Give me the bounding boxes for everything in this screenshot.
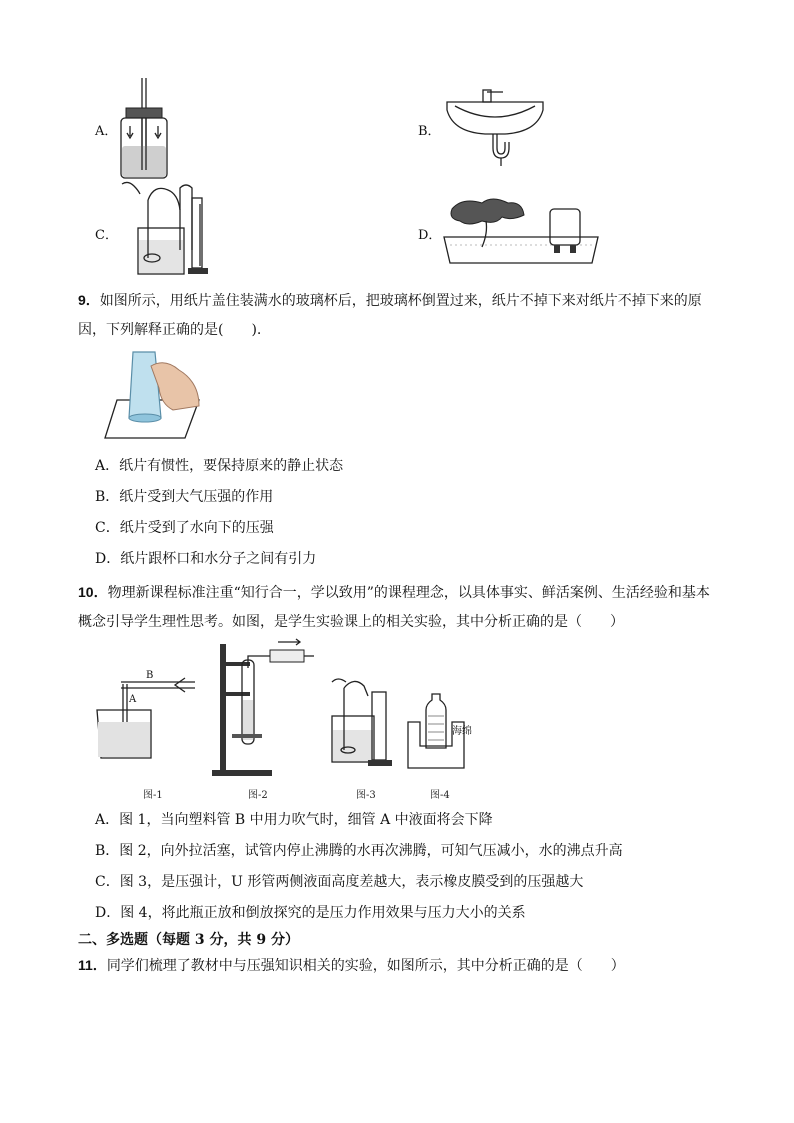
section-2-title: 二、多选题（每题 3 分，共 9 分） [78, 932, 299, 948]
fig2-syringe-boiling-icon [210, 644, 320, 780]
fig1-label-b: B [146, 670, 154, 681]
sink-with-u-trap-icon [445, 88, 545, 168]
question-11 [78, 955, 625, 976]
q9-option-c: C．纸片受到了水向下的压强 [95, 520, 274, 536]
question-text-line2: 因，下列解释正确的是( ). [78, 322, 262, 338]
fig3-pressure-gauge-icon [328, 676, 398, 768]
option-letter: C． [95, 228, 118, 243]
sealed-bottle-with-straw-icon [118, 78, 170, 180]
q10-option-d: D．图 4，将此瓶正放和倒放探究的是压力作用效果与压力大小的关系 [95, 905, 526, 921]
question-text: 同学们梳理了教材中与压强知识相关的实验，如图所示，其中分析正确的是（ ） [106, 958, 625, 974]
fig2-caption: 图-2 [248, 790, 268, 801]
fig3-caption: 图-3 [356, 790, 376, 801]
option-letter: B． [418, 124, 441, 139]
q10-option-c: C．图 3，是压强计，U 形管两侧液面高度差越大，表示橡皮膜受到的压强越大 [95, 874, 584, 890]
option-letter: A． [95, 124, 118, 139]
question-text-line1: 如图所示，用纸片盖住装满水的玻璃杯后，把玻璃杯倒置过来，纸片不掉下来对纸片不掉下来的原 [99, 293, 702, 309]
option-letter: D． [418, 228, 442, 243]
q9-option-d: D．纸片跟杯口和水分子之间有引力 [95, 551, 317, 567]
question-number: 10． [78, 584, 108, 600]
question-number: 11． [78, 957, 107, 973]
q10-option-b: B．图 2，向外拉活塞，试管内停止沸腾的水再次沸腾，可知气压减小，水的沸点升高 [95, 843, 623, 859]
inverted-glass-hand-icon [103, 348, 203, 442]
fig1-caption: 图-1 [143, 790, 163, 801]
fig4-sponge-label: 海绵 [452, 726, 472, 737]
q10-option-a: A．图 1，当向塑料管 B 中用力吹气时，细管 A 中液面将会下降 [95, 812, 493, 828]
q9-option-b: B．纸片受到大气压强的作用 [95, 489, 274, 505]
question-number: 9． [78, 292, 100, 308]
fig4-caption: 图-4 [430, 790, 450, 801]
q9-option-a: A．纸片有惯性，要保持原来的静止状态 [95, 458, 344, 474]
bonsai-water-bottle-icon [442, 195, 602, 267]
pressure-gauge-experiment-icon [118, 180, 218, 278]
fig1-label-a: A [129, 694, 137, 705]
question-text-line2: 概念引导学生理性思考。如图，是学生实验课上的相关实验，其中分析正确的是（ ） [78, 614, 624, 630]
question-text-line1: 物理新课程标准注重“知行合一，学以致用”的课程理念，以具体事实、鲜活案例、生活经验和基本 [107, 585, 710, 601]
